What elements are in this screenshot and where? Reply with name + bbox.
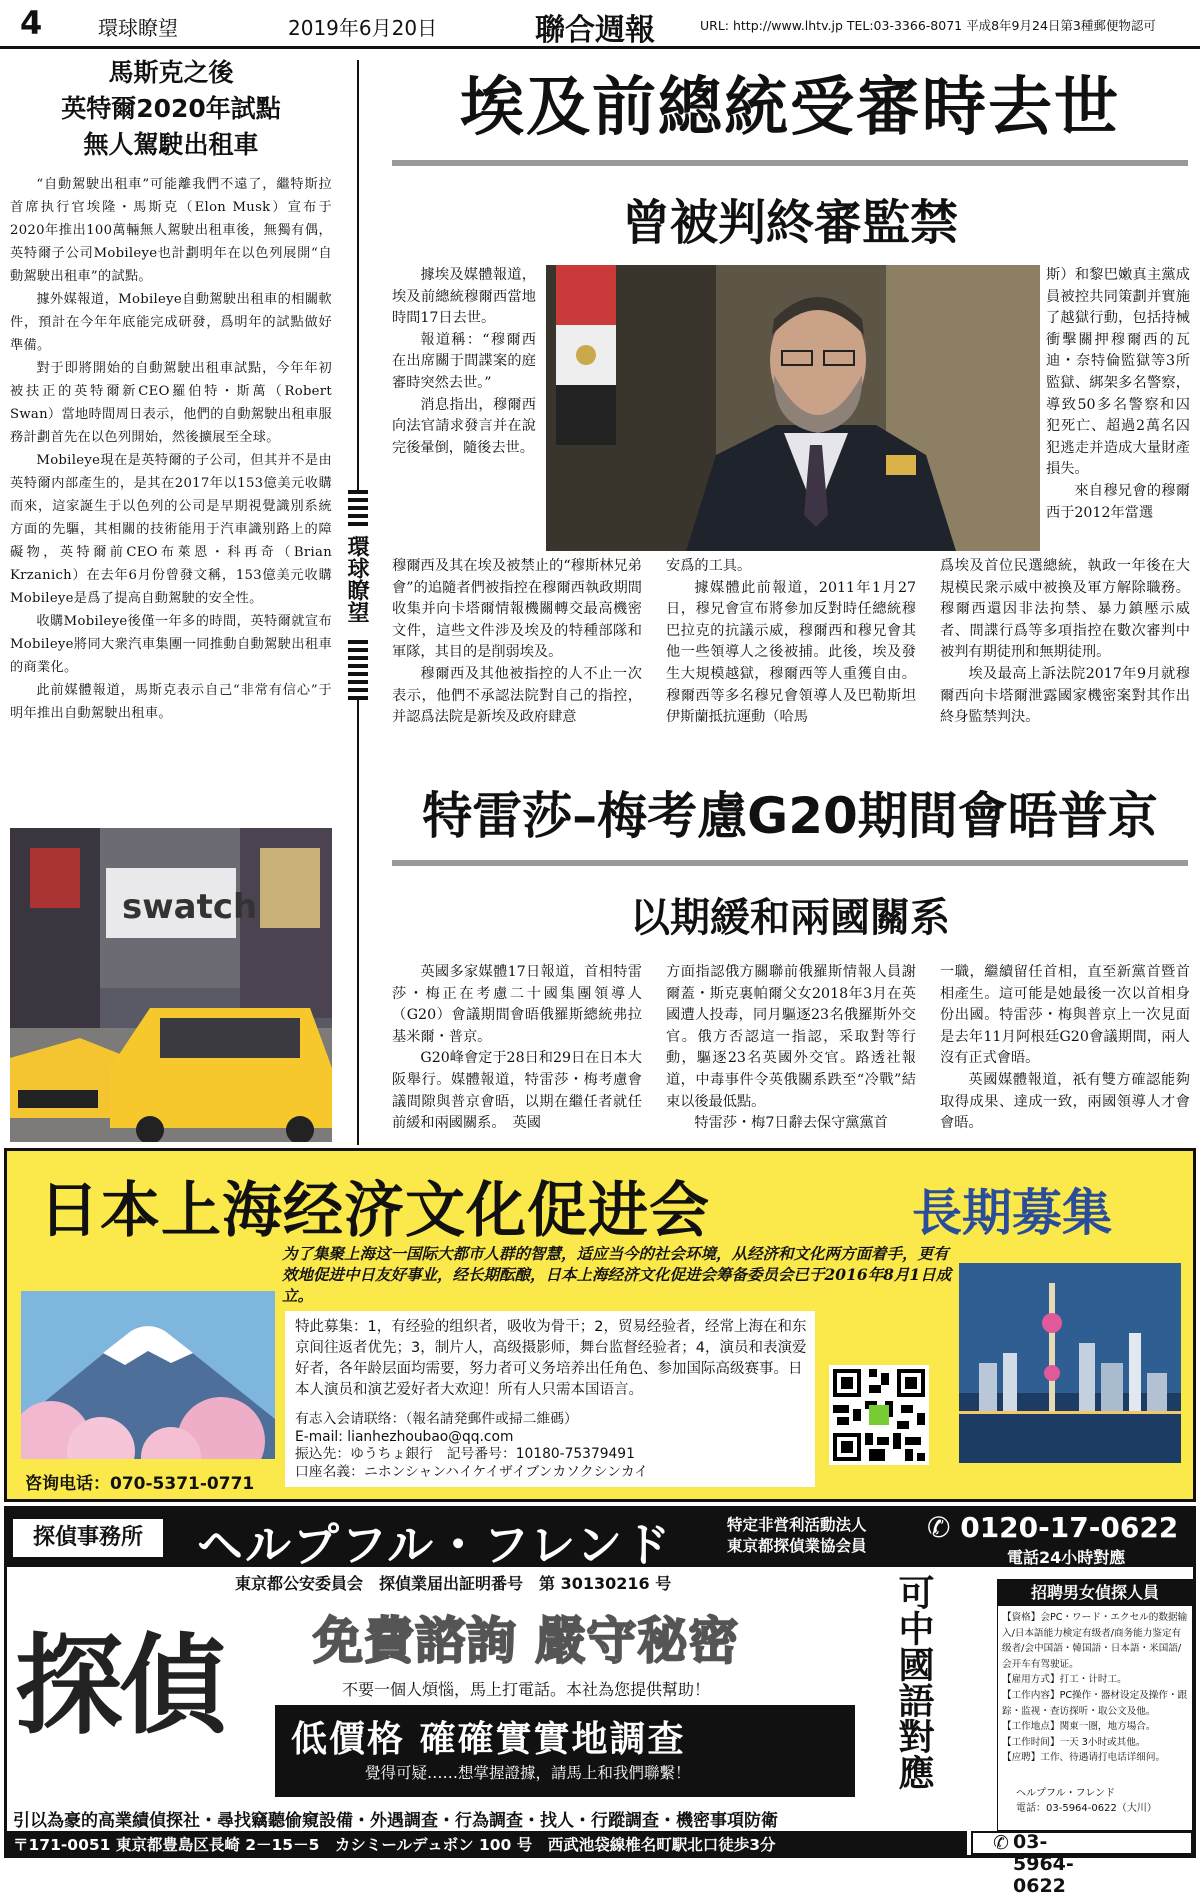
egypt-column-1-top [392, 265, 536, 459]
recruit-box-list [1002, 1610, 1190, 1766]
paragraph: 此前媒體報道，馬斯克表示自己“非常有信心”于明年推出自動駕駛出租車。 [10, 683, 332, 721]
egypt-column-1-bottom [392, 556, 642, 729]
ad-title: 日本上海经济文化促进会 [39, 1176, 710, 1246]
left-headline-line: 馬斯克之後 [108, 58, 234, 87]
badge-stripes [348, 640, 368, 700]
account-name: 口座名義：ニホンシャンハイケイザイブンカソクシンカイ [295, 1463, 649, 1480]
left-headline [10, 55, 332, 163]
left-article-body [10, 173, 332, 725]
times-square-taxi-photo [10, 828, 332, 1142]
ad-intro: 为了集聚上海这一国际大都市人群的智慧，适应当今的社会环境，从经济和文化两方面着手，更有效地促进中日友好事业，经长期酝酿，日本上海经济文化促进会筹备委员会已于2016年8月1日成立。 [282, 1244, 952, 1305]
section-side-badge [340, 490, 376, 700]
list-item: 【工作内容】PC操作・器材设定及操作・跟踪・监视・查访探听・取公文及他。 [1002, 1689, 1188, 1717]
qr-code-icon[interactable] [829, 1365, 929, 1465]
item-label: 应聘 [1011, 1752, 1031, 1764]
left-headline-line: 英特爾2020年試點 [61, 94, 281, 123]
paragraph: 報道稱：“穆爾西在出席關于間諜案的庭審時突然去世。” [392, 331, 536, 391]
left-headline-line: 無人駕駛出租車 [83, 130, 259, 159]
uk-column-3 [940, 962, 1190, 1135]
badge-stripes [348, 490, 368, 530]
paragraph: 英國媒體報道，祇有雙方確認能夠取得成果、達成一致，兩國領導人才會會晤。 [940, 1071, 1190, 1132]
toll-free-phone[interactable] [927, 1511, 1178, 1544]
uk-subheadline: 以期緩和兩國關系 [630, 894, 950, 941]
paragraph: 據外媒報道，Mobileye自動駕駛出租車的相關軟件，預計在今年年底能完成研發，爲明年的試點做好準備。 [10, 292, 332, 353]
paragraph: 爲埃及首位民選總統，執政一年後在大規模民衆示威中被換及軍方解除職務。穆爾西還因非法拘禁、暴力鎮壓示威者、間諜行爲等多項指控在數次審判中被判有期徒刑和無期徒刑。 [940, 558, 1190, 661]
paper-name: 聯合週報 [535, 13, 655, 48]
masthead-meta: URL: http://www.lhtv.jp TEL:03-3366-8071 平成8年9月24日第3種郵便物認可 [700, 18, 1156, 33]
footer-line[interactable]: 電話：03-5964-0622（大川） [1016, 1803, 1157, 1814]
contact-email[interactable]: E-mail: lianhezhoubao@qq.com [295, 1428, 514, 1445]
contact-info [295, 1411, 648, 1481]
recruit-box-title: 招聘男女偵探人員 [998, 1580, 1192, 1606]
paragraph: 特雷莎・梅7日辭去保守黨黨首 [694, 1115, 888, 1132]
paragraph: 據媒體此前報道，2011年1月27日，穆兄會宣布將參加反對時任總統穆巴拉克的抗議示威，穆爾西和穆兄會其他一些領導人之後被捕。此後，埃及發生大規模越獄，穆爾西等人重獲自由。穆爾西等多名穆兄會領導人及巴勒斯坦伊斯蘭抵抗運動（哈馬 [666, 579, 916, 726]
section-name: 環球瞭望 [98, 16, 178, 40]
egypt-subheadline: 曾被判終審監禁 [621, 195, 958, 251]
list-item: 【应聘】工作、待遇请打电话详细问。 [1002, 1752, 1166, 1764]
item-text: 会PC・ワード・エクセル的数据输入/日本語能力検定有级者/商务能力鉴定有级者/会中国語・韓国語・日本語・米国語/会开车有驾驶证。 [1002, 1612, 1188, 1670]
phone-number: 03-5964-0622 [1013, 1831, 1074, 1897]
mount-fuji-image [21, 1291, 275, 1459]
agency-brand: ヘルプフル・フレンド [197, 1518, 673, 1572]
paragraph: G20峰會定于28日和29日在日本大阪舉行。媒體報道，特雷莎・梅考慮會議間隙與普京會晤，以期在繼任者就任前緩和兩國關系。 英國 [392, 1050, 642, 1132]
list-item: 【資格】会PC・ワード・エクセル的数据输入/日本語能力検定有级者/商务能力鉴定有级者/会中国語・韓国語・日本語・米国語/会开车有驾驶证。 [1002, 1612, 1188, 1670]
toll-free-number: 0120-17-0622 [960, 1511, 1179, 1544]
detective-big-word: 探偵 [15, 1624, 224, 1749]
shanghai-skyline-image [959, 1263, 1181, 1463]
item-label: 工作内容 [1011, 1689, 1050, 1701]
shanghai-association-ad [4, 1148, 1196, 1502]
paragraph: “自動駕駛出租車”可能離我們不遠了，繼特斯拉首席执行官埃隆・馬斯克（Elon Musk）宣布于2020年推出100萬輛無人駕駛出租車後，無獨有偶，英特爾子公司Mobileye也計劃明年在以色列展開“自動駕駛出租車”的試點。 [10, 177, 332, 284]
paragraph: 消息指出，穆爾西向法官請求發言并在說完後暈倒，隨後去世。 [392, 396, 536, 456]
npo-line: 東京都探偵業協会員 [727, 1537, 867, 1555]
page-number: 4 [20, 4, 43, 42]
item-text: 打工・计时工。 [1059, 1674, 1127, 1686]
contact-title: 有志入会请联络：（報名請発郵件或掃二維碼） [295, 1411, 578, 1427]
paragraph: Mobileye現在是英特爾的子公司，但其并不是由英特爾内部產生的，是其在2017年以153億美元收購而來，這家誕生于以色列的公司是早期視覺識別系統方面的先驅，其相關的技術能用于汽車識别路上的障礙物，英特爾前CEO布萊恩・科再奇（Brian Krzanich）在去年6月份曾發文稱，153億美元收購Mobileye是爲了提高自動駕駛的安全性。 [10, 453, 332, 606]
item-text: PC操作・器材设定及操作・跟踪・监视・查访探听・取公文及他。 [1002, 1689, 1188, 1717]
uk-headline: 特雷莎–梅考慮G20期間會晤普京 [422, 787, 1158, 845]
recruit-detectives-box [997, 1579, 1193, 1831]
paragraph: 安爲的工具。 [666, 558, 752, 574]
footer-line: ヘルプフル・フレンド [1016, 1788, 1115, 1799]
item-text: 一天 3小时或其他。 [1059, 1736, 1146, 1748]
free-consult-slogan: 免費諮詢 嚴守秘密 [313, 1612, 740, 1670]
egypt-headline: 埃及前總統受審時去世 [460, 71, 1120, 145]
paragraph: 埃及最高上訴法院2017年9月就穆爾西向卡塔爾泄露國家機密案對其作出終身監禁判決。 [940, 665, 1190, 726]
bottom-phone-number: ✆ 03-5964-0622 [993, 1831, 1074, 1897]
egypt-column-2 [666, 556, 916, 729]
paragraph: 據埃及媒體報道，埃及前總統穆爾西當地時間17日去世。 [392, 267, 536, 327]
headline-rule [392, 160, 1188, 166]
low-price-box [275, 1705, 855, 1797]
ad-top-bar [7, 1509, 1193, 1572]
left-article [10, 55, 332, 725]
paragraph: 來自穆兄會的穆爾西于2012年當選 [1046, 482, 1190, 521]
item-label: 資格 [1011, 1612, 1031, 1623]
detective-agency-ad [4, 1506, 1196, 1897]
uk-column-2 [666, 962, 916, 1135]
item-text: 関東一圏，地方場合。 [1059, 1721, 1156, 1733]
services-list: 引以為豪的高業績偵探社・尋找竊聽偷窺設備・外遇調查・行為調查・找人・行蹤調查・機密事項防衛 [13, 1811, 778, 1831]
paragraph: 斯）和黎巴嫩真主黨成員被控共同策劃并實施了越獄行動，包括持械衝擊關押穆爾西的瓦迪・奈特倫監獄等3所監獄、綁架多名警察，導致50多名警察和囚犯死亡、超過2萬名囚犯逃走并造成大量財產損失。 [1046, 267, 1190, 478]
paragraph: 方面指認俄方關聯前俄羅斯情報人員謝爾蓋・斯克裏帕爾父女2018年3月在英國遭人投毒，同月驅逐23名俄羅斯外交官。俄方否認這一指認，采取對等行動，驅逐23名英國外交官。路透社報道，中毒事件令英俄關系跌至“冷戰”結束以後最低點。 [666, 964, 916, 1110]
license-number: 東京都公安委員会 探偵業届出証明番号 第 30130216 号 [235, 1574, 672, 1593]
morsi-photo [546, 265, 1040, 551]
recruit-box-footer [1016, 1786, 1157, 1816]
agency-label: 探偵事務所 [13, 1519, 163, 1557]
list-item: 【工作时间】一天 3小时或其他。 [1002, 1736, 1146, 1748]
ad-recruit-label: 長期募集 [912, 1184, 1112, 1242]
item-label: 工作时间 [1011, 1736, 1050, 1748]
uk-column-1 [392, 962, 642, 1135]
npo-info [727, 1515, 867, 1557]
recruit-specs: 特此募集：1，有经验的组织者，吸收为骨干；2，贸易经验者，经常上海在和东京间往返者优先；3，制片人，高级摄影师，舞台监督经验者；4，演员和表演爱好者，各年龄层面均需要，努力者可义务培养出任角色、参加国际高级赛事。日本人演员和演艺爱好者大欢迎！所有人只需本国语言。 [295, 1319, 807, 1398]
paragraph: 一職，繼續留任首相，直至新黨首暨首相產生。這可能是她最後一次以首相身份出國。特雷莎・梅與普京上一次見面是去年11月阿根廷G20會議期間，兩人沒有正式會晤。 [940, 964, 1190, 1067]
paragraph: 穆爾西及其他被指控的人不止一次表示，他們不承認法院對自己的指控，并認爲法院是新埃及政府肆意 [392, 665, 642, 726]
issue-date: 2019年6月20日 [288, 16, 438, 40]
npo-line: 特定非営利活動法人 [727, 1516, 867, 1534]
dont-worry-text: 不要一個人煩惱，馬上打電話。本社為您提供幫助！ [342, 1680, 711, 1699]
bank-info: 振込先：ゆうちょ銀行 記号番号：10180-75379491 [295, 1446, 635, 1462]
list-item: 【工作地点】関東一圏，地方場合。 [1002, 1721, 1156, 1733]
headline-rule [392, 860, 1188, 866]
paragraph: 穆爾西及其在埃及被禁止的“穆斯林兄弟會”的追隨者們被指控在穆爾西執政期間收集并向卡塔爾情報機關轉交最高機密文件，這些文件涉及埃及的特種部隊和軍隊，其目的是削弱埃及。 [392, 558, 642, 661]
paragraph: 英國多家媒體17日報道，首相特雷莎・梅正在考慮二十國集團領導人（G20）會議期間會晤俄羅斯總統弗拉基米爾・普京。 [392, 964, 642, 1045]
chinese-support-label: 可中國語對應 [893, 1574, 934, 1790]
item-label: 工作地点 [1011, 1721, 1050, 1733]
phone-icon: ✆ [927, 1511, 951, 1544]
bottom-phone[interactable] [971, 1831, 1193, 1897]
paragraph: 對于即將開始的自動駕駛出租車試點，今年年初被扶正的英特爾新CEO羅伯特・斯萬（Robert Swan）當地時間周日表示，他們的自動駕駛出租車服務計劃首先在以色列開始，然後擴展至全球。 [10, 361, 332, 445]
list-item: 【雇用方式】打工・计时工。 [1002, 1674, 1127, 1686]
address-text: 〒171-0051 東京都豊島区長崎 2－15－5 カシミールデュボン 100 号 西武池袋線椎名町駅北口徒歩3分 [13, 1836, 776, 1854]
item-label: 雇用方式 [1011, 1674, 1050, 1686]
inquiry-phone[interactable]: 咨询电话：070-5371-0771 [25, 1474, 255, 1494]
low-price-slogan: 低價格 確確實實地調查 [291, 1719, 686, 1760]
egypt-column-3-top [1046, 265, 1190, 524]
address-bar [7, 1831, 967, 1855]
photo-sign-text: swatch [122, 887, 258, 927]
evidence-text: 覺得可疑……想掌握證據，請馬上和我們聯繫！ [365, 1764, 691, 1782]
phone-24h-note: 電話24小時對應 [1007, 1548, 1126, 1567]
item-text: 工作、待遇请打电话详细问。 [1040, 1752, 1166, 1764]
masthead [0, 0, 1200, 49]
ad-recruit-details [285, 1311, 815, 1487]
paragraph: 收購Mobileye後僅一年多的時間，英特爾就宣布Mobileye將同大衆汽車集團一同推動自動駕駛出租車的商業化。 [10, 614, 332, 675]
egypt-column-3-bottom [940, 556, 1190, 729]
side-badge-text: 環球瞭望 [344, 535, 369, 623]
